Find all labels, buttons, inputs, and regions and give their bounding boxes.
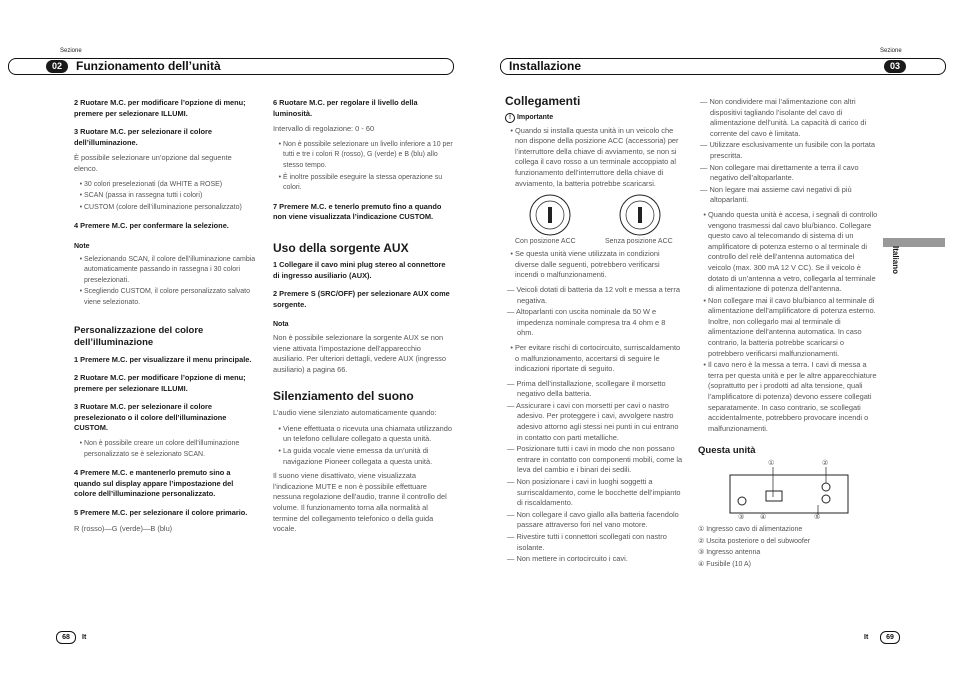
callout-5: ⑤: [814, 514, 821, 521]
fig-caption-noacc: Senza posizione ACC: [605, 238, 673, 246]
step-3-text: È possibile selezionare un’opzione dal seguente elenco.: [74, 153, 232, 173]
aux-note-title: Nota: [273, 321, 289, 329]
list-item: • Non è possibile selezionare un livello inferiore a 10 per tutti e tre i colori R (rosso), G (verde) e B (blu) allo stesso tempo.: [283, 140, 453, 172]
list-item: — Assicurare i cavi con morsetti per cavi o nastro adesivo. Per proteggere i cavi, avvolgere nastro adesivo attorno agli stessi nei punti in cui entrano in contatto con parti metalliche.: [517, 401, 683, 443]
legend-4: ④ Fusibile (10 A): [698, 560, 751, 568]
mute-list: [273, 424, 453, 467]
notes-list: [74, 255, 256, 309]
column-1: [74, 98, 256, 539]
right-page-number: 69: [880, 631, 900, 644]
list-item: • Scegliendo CUSTOM, il colore personalizzato salvato viene selezionato.: [84, 287, 256, 308]
list-item: — Prima dell’installazione, scollegare il morsetto negativo della batteria.: [517, 379, 683, 400]
mute-text: L’audio viene silenziato automaticamente quando:: [273, 408, 437, 418]
pers-step-1: 1 Premere M.C. per visualizzare il menu principale.: [74, 354, 252, 364]
conditions-dash-list: [505, 285, 683, 339]
important-list: [505, 126, 683, 190]
list-item: • Quando questa unità è accesa, i segnali di controllo vengono trasmessi dal cavo blu/bianco. Collegare questo cavo al telecomando di sistema di un amplificatore di potenza esterno o al terminale di controllo del relè dell’antenna automatica del veicolo (max. 300 mA 12 V CC). Se il veicolo è dotato di un’antenna a vetro, collegarla al terminale di alimentazione di potenza dell’antenna.: [708, 210, 878, 295]
ignition-switch-icon: [505, 193, 683, 237]
list-item: • SCAN (passa in rassegna tutti i colori): [84, 191, 256, 202]
list-item: — Altoparlanti con uscita nominale da 50 W e impedenza nominale compresa tra 4 ohm e 8 ohm.: [517, 307, 683, 339]
side-tab-label: Italiano: [891, 246, 900, 275]
unit-rear-diagram: [698, 461, 878, 525]
section-title-mute: Silenziamento del suono: [273, 389, 414, 404]
wiring-dash-list: [698, 97, 878, 206]
list-item: • Viene effettuata o ricevuta una chiamata utilizzando un telefono cellulare collegato a questa unità.: [283, 424, 453, 445]
important-icon: !: [505, 113, 515, 123]
safety-list: [505, 343, 683, 375]
aux-step-1: 1 Collegare il cavo mini plug stereo al connettore di ingresso ausiliario (AUX).: [273, 259, 446, 280]
left-header-bar: [8, 58, 454, 75]
column-2: [273, 98, 453, 540]
important-label: Importante: [516, 114, 554, 121]
list-item: — Rivestire tutti i connettori scollegati con nastro isolante.: [517, 532, 683, 553]
section-title-collegamenti: Collegamenti: [505, 94, 581, 108]
wiring-list: [698, 210, 878, 434]
legend-1: ① Ingresso cavo di alimentazione: [698, 526, 803, 533]
callout-1: ①: [768, 460, 775, 467]
left-lang: It: [82, 634, 87, 641]
list-item: • Selezionando SCAN, il colore dell’illuminazione cambia automaticamente passando in rassegna i 30 colori preselezionati.: [84, 255, 256, 287]
legend-2: ② Uscita posteriore o del subwoofer: [698, 537, 811, 545]
column-4: [698, 97, 878, 571]
list-item: • La guida vocale viene emessa da un’unità di navigazione Pioneer collegata a questa unità.: [283, 446, 453, 467]
section-title-unit: Questa unità: [698, 445, 756, 457]
step-6: 6 Ruotare M.C. per regolare il livello della luminosità.: [273, 98, 418, 118]
unit-rear-panel-icon: [698, 461, 878, 523]
step-6-list: [273, 140, 453, 194]
conditions-list: [505, 249, 683, 281]
list-item: — Non legare mai assieme cavi negativi di più altoparlanti.: [710, 185, 878, 206]
mute-text-2: Il suono viene disattivato, viene visualizzata l’indicazione MUTE e non è possibile effettuare nessuna regolazione dell’audio, tranne il controllo del volume. Il funzionamento torna alla normalità al termine del collegamento telefonico o della guida vocale.: [273, 471, 447, 534]
list-item: — Non condividere mai l’alimentazione con altri dispositivi tagliando l’isolante del cavo di alimentazione dell’unità. La capacità di carico di corrente del cavo è limitata.: [710, 97, 878, 139]
important-title: [505, 113, 683, 124]
list-item: — Non collegare il cavo giallo alla batteria facendolo passare attraverso fori nel vano motore.: [517, 510, 683, 531]
list-item: • Per evitare rischi di cortocircuito, surriscaldamento o malfunzionamento, accertarsi di seguire le indicazioni riportate di seguito.: [515, 343, 683, 375]
pers-step-2: 2 Ruotare M.C. per modificare l’opzione di menu; premere per selezionare ILLUMI.: [74, 373, 246, 393]
left-section-chip: 02: [46, 60, 68, 73]
left-page-number: 68: [56, 631, 76, 644]
right-section-chip: 03: [884, 60, 906, 73]
fig-caption-acc: Con posizione ACC: [515, 238, 576, 246]
callout-2: ②: [822, 460, 829, 467]
legend-3: ③ Ingresso antenna: [698, 549, 761, 557]
step-6-range: Intervallo di regolazione: 0 - 60: [273, 124, 375, 134]
pers-step-4: 4 Premere M.C. e mantenerlo premuto sino a quando sul display appare l’impostazione del colore dell’illuminazione personalizzato.: [74, 468, 234, 499]
step-2: 2 Ruotare M.C. per modificare l’opzione di menu; premere per selezionare ILLUMI.: [74, 98, 246, 118]
step-3: 3 Ruotare M.C. per selezionare il colore dell’illuminazione.: [74, 127, 213, 147]
list-item: • Non è possibile creare un colore dell’illuminazione personalizzato se è selezionato SCAN.: [84, 439, 256, 460]
ignition-figures: [505, 193, 683, 249]
list-item: • Non collegare mai il cavo blu/bianco al terminale di alimentazione dell’amplificatore di potenza esterno. Inoltre, non collegarlo mai al terminale di alimentazione dell’antenna automatica. In caso contrario, la batteria potrebbe scaricarsi o potrebbero verificarsi malfunzionamenti.: [708, 296, 878, 360]
section-title-aux: Uso della sorgente AUX: [273, 240, 409, 255]
list-item: — Utilizzare esclusivamente un fusibile con la portata prescritta.: [710, 140, 878, 161]
right-header-title: Installazione: [509, 59, 582, 73]
column-3: [505, 94, 683, 569]
right-lang: It: [864, 634, 869, 641]
aux-note-text: Non è possibile selezionare la sorgente AUX se non viene attivata l’impostazione dell’apparecchio ausiliario. Per ulteriori dettagli, vedere AUX (ingresso ausiliario) a pagina 66.: [273, 332, 446, 374]
color-options-list: [74, 180, 256, 214]
list-item: — Posizionare tutti i cavi in modo che non possano entrare in contatto con componenti mobili, come la leva del cambio e i binari dei sedili.: [517, 444, 683, 476]
pers-step-3-list: [74, 439, 256, 460]
pers-step-5: 5 Premere M.C. per selezionare il colore primario.: [74, 508, 248, 518]
list-item: — Veicoli dotati di batteria da 12 volt e messa a terra negativa.: [517, 285, 683, 306]
list-item: • Quando si installa questa unità in un veicolo che non dispone della posizione ACC (accessoria) per l’interruttore della chiave di avviamento, se non si collega il cavo rosso a un terminale accoppiato al funzionamento dell’interruttore della chiave di avviamento, la batteria potrebbe scaricarsi.: [515, 126, 683, 190]
section-title-personalizzazione: Personalizzazione del colore dell’illuminazione: [74, 324, 204, 348]
primary-colors: R (rosso)—G (verde)—B (blu): [74, 523, 173, 533]
section-label-left: Sezione: [60, 48, 82, 54]
step-7: 7 Premere M.C. e tenerlo premuto fino a quando non viene visualizzata l’indicazione CUSTOM.: [273, 201, 442, 222]
aux-step-2: 2 Premere S (SRC/OFF) per selezionare AUX come sorgente.: [273, 289, 450, 309]
note-title: Note: [74, 242, 90, 250]
list-item: • È inoltre possibile eseguire la stessa operazione su colori.: [283, 173, 453, 194]
list-item: • Se questa unità viene utilizzata in condizioni diverse dalle seguenti, potrebbero verificarsi incendi o malfunzionamenti.: [515, 249, 683, 281]
pers-step-3: 3 Ruotare M.C. per selezionare il colore preselezionato o il colore dell’illuminazione CUSTOM.: [74, 402, 227, 433]
safety-dash-list: [505, 379, 683, 565]
section-label-right: Sezione: [880, 48, 902, 54]
list-item: • Il cavo nero è la messa a terra. I cavi di messa a terra per questa unità e per le altre apparecchiature (soprattutto per i prodotti ad alta tensione, quali l’amplificatore di potenza) devono essere collegati separatamente. In caso contrario, se scollegati accidentalmente, potrebbero provocare incendi o malfunzionamenti.: [708, 360, 878, 434]
list-item: — Non posizionare i cavi in luoghi soggetti a surriscaldamento, come le bocchette dell’impianto di riscaldamento.: [517, 477, 683, 509]
left-header-title: Funzionamento dell’unità: [76, 59, 221, 73]
callout-3: ③: [738, 514, 745, 521]
step-4: 4 Premere M.C. per confermare la selezione.: [74, 221, 229, 231]
list-item: — Non mettere in cortocircuito i cavi.: [517, 554, 683, 565]
list-item: • CUSTOM (colore dell’illuminazione personalizzato): [84, 203, 256, 214]
list-item: • 30 colori preselezionati (da WHITE a ROSE): [84, 180, 256, 191]
list-item: — Non collegare mai direttamente a terra il cavo negativo dell’altoparlante.: [710, 163, 878, 184]
callout-4: ④: [760, 514, 767, 521]
